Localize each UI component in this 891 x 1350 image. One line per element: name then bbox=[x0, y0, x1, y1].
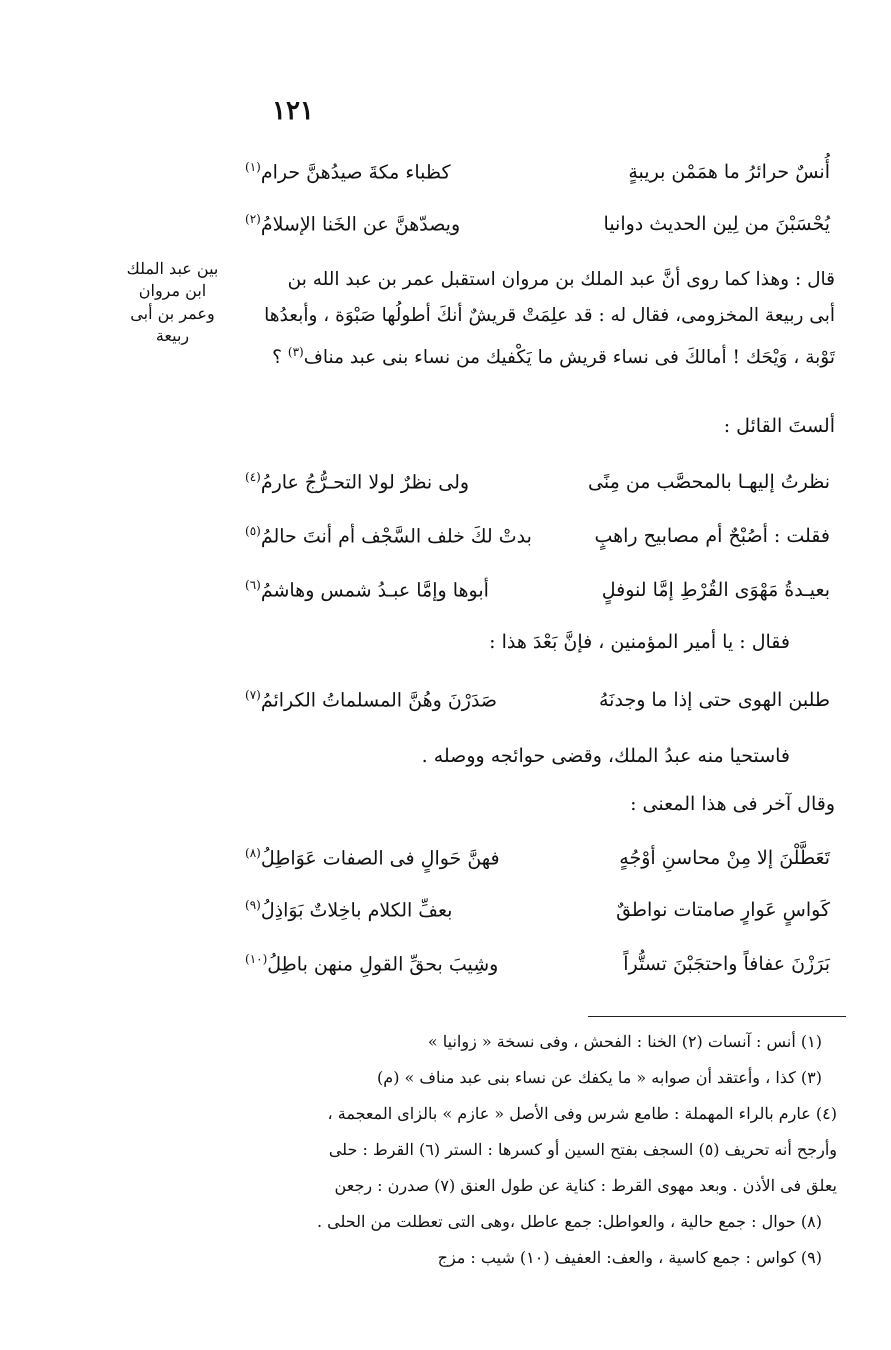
verse-second-hemistich: ولى نظرٌ لولا التحـرُّجُ عارمُ$^{(٤)}$ bbox=[245, 470, 470, 494]
footnote-marker: (٤) bbox=[245, 470, 261, 484]
footnote-marker: (١٠) bbox=[245, 952, 268, 966]
verse-line-4 bbox=[245, 524, 830, 547]
verse-first-hemistich: تَعَطَّلْنَ إلا مِنْ محاسنِ أوْجُهٍ bbox=[619, 846, 830, 869]
paragraph-conclusion: فاستحيا منه عبدُ الملك، وقضى حوائجه ووصله . bbox=[421, 745, 790, 767]
verse-first-hemistich: فقلت : أصُبْحٌ أم مصابيح راهبٍ bbox=[594, 524, 830, 547]
verse-first-hemistich: أُنسٌ حرائرُ ما همَمْن بريبةٍ bbox=[628, 160, 830, 183]
verse-second-hemistich: بدتْ لكَ خلف السَّجْف أم أنتَ حالمُ$^{(٥)}$ bbox=[245, 524, 532, 548]
margin-note-line: ابن مروان bbox=[138, 281, 207, 301]
footnote-line: وأرجح أنه تحريف (٥) السجف بفتح السين أو كسرها : الستر (٦) القرط : حلى bbox=[328, 1140, 837, 1159]
footnote-line: (١) أنس : آنسات (٢) الخنا : الفحش ، وفى نسخة « زوانيا » bbox=[427, 1032, 822, 1051]
footnote-divider bbox=[588, 1016, 846, 1017]
verse-line-9 bbox=[245, 952, 830, 975]
margin-note-line: بين عبد الملك bbox=[126, 259, 219, 278]
footnote-marker: (٩) bbox=[245, 898, 261, 912]
margin-note-line: وعمر بن أبى bbox=[130, 303, 215, 323]
verse-line-1 bbox=[245, 160, 830, 183]
footnote-line: (٤) عارم بالراء المهملة : طامع شرس وفى الأصل « عازم » بالزاى المعجمة ، bbox=[327, 1104, 837, 1123]
footnote-line: (٩) كواس : جمع كاسية ، والعف: العفيف (١٠) شيب : مزج bbox=[437, 1248, 822, 1267]
paragraph-line: أبى ربيعة المخزومى، فقال له : قد علِمَتْ قريشٌ أنكَ أطولُها صَبْوَة ، وأبعدُها bbox=[264, 305, 835, 326]
footnote-line: (٣) كذا ، وأعتقد أن صوابه « ما يكفك عن نساء بنى عبد مناف » (م) bbox=[377, 1068, 822, 1087]
verse-first-hemistich: بعيـدةُ مَهْوَى القُرْطِ إمَّا لنوفلٍ bbox=[601, 578, 830, 601]
footnote-marker: (٦) bbox=[245, 578, 261, 592]
verse-second-hemistich: وشِيبَ بحقِّ القولِ منهن باطِلُ$^{(١٠)}$ bbox=[245, 952, 499, 976]
verse-line-3 bbox=[245, 470, 830, 493]
verse-first-hemistich: نظرتُ إليهـا بالمحصَّب من مِنًى bbox=[588, 470, 830, 493]
page-number: ١٢١ bbox=[272, 96, 314, 126]
verse-line-6 bbox=[245, 688, 830, 711]
verse-second-hemistich: أبوها وإمَّا عبـدُ شمس وهاشمُ$^{(٦)}$ bbox=[245, 578, 489, 602]
verse-first-hemistich: كَواسٍ عَوارٍ صامتات نواطقٌ bbox=[616, 898, 830, 921]
footnote-line: يعلق فى الأذن . وبعد مهوى القرط : كناية عن طول العنق (٧) صدرن : رجعن bbox=[334, 1176, 837, 1195]
verse-line-2 bbox=[245, 212, 830, 235]
margin-note-line: ربيعة bbox=[155, 326, 190, 346]
footnote-marker: (١) bbox=[245, 160, 261, 174]
footnote-marker: (٥) bbox=[245, 524, 261, 538]
intro-line: وقال آخر فى هذا المعنى : bbox=[630, 793, 835, 815]
verse-second-hemistich: ويصدّهنَّ عن الخَنا الإسلامُ$^{(٢)}$ bbox=[245, 212, 461, 236]
verse-line-7 bbox=[245, 846, 830, 869]
footnote-marker: (٣) bbox=[287, 345, 304, 359]
verse-line-8 bbox=[245, 898, 830, 921]
verse-second-hemistich: صَدَرْنَ وهُنَّ المسلماتُ الكرائمُ$^{(٧)}$ bbox=[245, 688, 498, 712]
footnote-marker: (٧) bbox=[245, 688, 261, 702]
verse-line-5 bbox=[245, 578, 830, 601]
paragraph-line: قال : وهذا كما روى أنَّ عبد الملك بن مروان استقبل عمر بن عبد الله بن bbox=[287, 269, 835, 290]
footnote-marker: (٢) bbox=[245, 212, 261, 226]
margin-note bbox=[120, 258, 225, 348]
verse-second-hemistich: بعفِّ الكلام باخِلاتٌ بَوَاذِلُ$^{(٩)}$ bbox=[245, 898, 453, 922]
footnote-marker: (٨) bbox=[245, 846, 261, 860]
verse-first-hemistich: يُحْسَبْنَ من لِين الحديث دوانيا bbox=[603, 212, 830, 235]
verse-first-hemistich: طلبن الهوى حتى إذا ما وجدنَهُ bbox=[599, 688, 830, 711]
verse-second-hemistich: كظباء مكةَ صيدُهنَّ حرام$^{(١)}$ bbox=[245, 160, 451, 184]
paragraph-line: تَوْبة ، وَيْحَك ! أمالكَ فى نساء قريش ما يَكْفيك من نساء بنى عبد مناف$^{(٣)}$ ؟ bbox=[272, 345, 835, 369]
intro-line: ألستَ القائل : bbox=[723, 415, 835, 437]
paragraph-anecdote bbox=[235, 262, 835, 376]
footnote-line: (٨) حوال : جمع حالية ، والعواطل: جمع عاطل ،وهى التى تعطلت من الحلى . bbox=[317, 1212, 822, 1231]
verse-first-hemistich: بَرَزْنَ عفافاً واحتجَبْنَ تستُّراً bbox=[623, 952, 830, 975]
verse-second-hemistich: فهنَّ حَوالٍ فى الصفات عَوَاطِلُ$^{(٨)}$ bbox=[245, 846, 500, 870]
intro-line: فقال : يا أمير المؤمنين ، فإنَّ بَعْدَ هذا : bbox=[489, 631, 790, 653]
